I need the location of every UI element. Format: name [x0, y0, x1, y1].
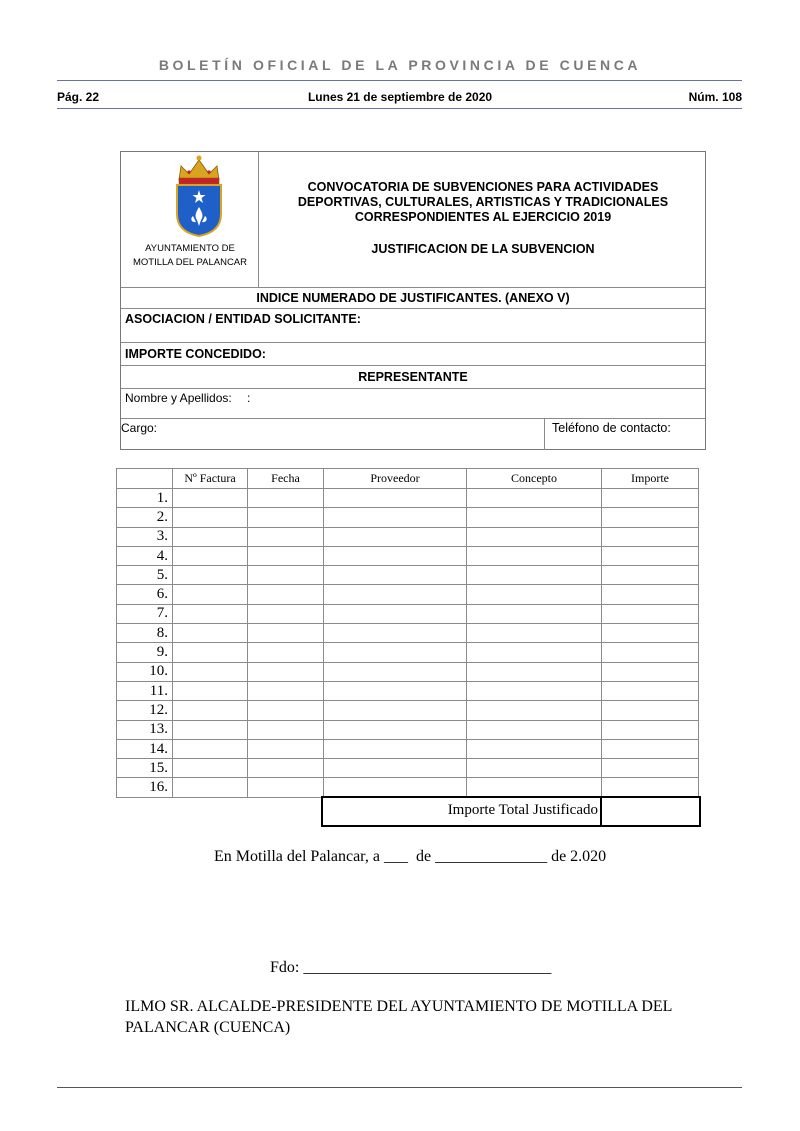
- supplier-cell[interactable]: [324, 489, 467, 508]
- amount-cell[interactable]: [602, 489, 699, 508]
- crest-caption: [121, 242, 259, 270]
- date-cell[interactable]: [248, 527, 324, 546]
- phone-label: Teléfono de contacto:: [552, 421, 671, 435]
- addressee: [125, 996, 672, 1038]
- concept-cell[interactable]: [467, 566, 602, 585]
- table-row: [117, 566, 699, 585]
- table-row: [117, 643, 699, 662]
- table-row: [117, 662, 699, 681]
- entity-label: ASOCIACION / ENTIDAD SOLICITANTE:: [125, 312, 361, 326]
- crest-caption-line1: AYUNTAMIENTO DE: [145, 243, 235, 254]
- addressee-line2: PALANCAR (CUENCA): [125, 1019, 291, 1036]
- invoice-number-cell[interactable]: [173, 489, 248, 508]
- supplier-cell[interactable]: [324, 566, 467, 585]
- amount-cell[interactable]: [602, 643, 699, 662]
- supplier-cell[interactable]: [324, 643, 467, 662]
- concept-cell[interactable]: [467, 701, 602, 720]
- row-divider: [121, 287, 705, 288]
- table-row: [117, 759, 699, 778]
- supplier-cell[interactable]: [324, 624, 467, 643]
- table-header-cell: Fecha: [248, 469, 324, 489]
- date-cell[interactable]: [248, 681, 324, 700]
- total-box: [321, 796, 701, 827]
- concept-cell[interactable]: [467, 585, 602, 604]
- date-cell[interactable]: [248, 546, 324, 565]
- invoice-number-cell[interactable]: [173, 720, 248, 739]
- amount-cell[interactable]: [602, 701, 699, 720]
- amount-cell[interactable]: [602, 604, 699, 623]
- name-label: Nombre y Apellidos:: [125, 391, 232, 405]
- total-divider: [600, 798, 602, 825]
- row-number: 14.: [117, 739, 173, 758]
- row-divider: [121, 388, 705, 389]
- invoice-number-cell[interactable]: [173, 739, 248, 758]
- row-number: 11.: [117, 681, 173, 700]
- concept-cell[interactable]: [467, 643, 602, 662]
- date-cell[interactable]: [248, 489, 324, 508]
- amount-cell[interactable]: [602, 546, 699, 565]
- concept-cell[interactable]: [467, 778, 602, 797]
- row-number: 6.: [117, 585, 173, 604]
- table-row: [117, 720, 699, 739]
- invoice-number-cell[interactable]: [173, 681, 248, 700]
- table-header-row: [117, 469, 699, 489]
- row-divider: [121, 418, 705, 419]
- concept-cell[interactable]: [467, 720, 602, 739]
- row-number: 7.: [117, 604, 173, 623]
- amount-label: IMPORTE CONCEDIDO:: [125, 347, 266, 361]
- amount-cell[interactable]: [602, 527, 699, 546]
- invoice-number-cell[interactable]: [173, 701, 248, 720]
- representative-label: REPRESENTANTE: [358, 370, 468, 384]
- signature-line: Fdo: _______________________________: [270, 959, 552, 976]
- concept-cell[interactable]: [467, 624, 602, 643]
- amount-cell[interactable]: [602, 720, 699, 739]
- amount-cell[interactable]: [602, 662, 699, 681]
- concept-cell[interactable]: [467, 759, 602, 778]
- invoice-number-cell[interactable]: [173, 585, 248, 604]
- amount-cell[interactable]: [602, 739, 699, 758]
- invoice-number-cell[interactable]: [173, 508, 248, 527]
- date-cell[interactable]: [248, 662, 324, 681]
- subsidy-form: [120, 151, 706, 450]
- supplier-cell[interactable]: [324, 662, 467, 681]
- table-row: [117, 624, 699, 643]
- municipal-crest-icon: [169, 152, 229, 237]
- supplier-cell[interactable]: [324, 508, 467, 527]
- table-row: [117, 489, 699, 508]
- issue-number: Núm. 108: [688, 90, 742, 104]
- table-row: [117, 508, 699, 527]
- table-header-cell: Importe: [602, 469, 699, 489]
- concept-cell[interactable]: [467, 489, 602, 508]
- row-number: 8.: [117, 624, 173, 643]
- concept-cell[interactable]: [467, 604, 602, 623]
- supplier-cell[interactable]: [324, 701, 467, 720]
- form-title-line2: DEPORTIVAS, CULTURALES, ARTISTICAS Y TRADICIONALES: [297, 195, 669, 209]
- amount-cell[interactable]: [602, 508, 699, 527]
- form-title-line3: CORRESPONDIENTES AL EJERCICIO 2019: [354, 210, 612, 224]
- invoice-table: [116, 468, 699, 798]
- row-number: 12.: [117, 701, 173, 720]
- amount-cell[interactable]: [602, 681, 699, 700]
- table-row: [117, 527, 699, 546]
- total-label: Importe Total Justificado: [447, 802, 598, 818]
- table-row: [117, 681, 699, 700]
- position-label: Cargo:: [121, 421, 158, 435]
- date-cell[interactable]: [248, 566, 324, 585]
- supplier-cell[interactable]: [324, 739, 467, 758]
- date-cell[interactable]: [248, 778, 324, 797]
- phone-cell-divider: [544, 418, 545, 450]
- amount-cell[interactable]: [602, 778, 699, 797]
- form-title: [271, 180, 695, 225]
- table-header-cell: Proveedor: [324, 469, 467, 489]
- supplier-cell[interactable]: [324, 720, 467, 739]
- row-number: 16.: [117, 778, 173, 797]
- supplier-cell[interactable]: [324, 759, 467, 778]
- issue-date: Lunes 21 de septiembre de 2020: [307, 90, 493, 104]
- crest-caption-line2: MOTILLA DEL PALANCAR: [132, 257, 248, 268]
- row-number: 2.: [117, 508, 173, 527]
- concept-cell[interactable]: [467, 681, 602, 700]
- concept-cell[interactable]: [467, 508, 602, 527]
- invoice-number-cell[interactable]: [173, 527, 248, 546]
- form-subtitle: JUSTIFICACION DE LA SUBVENCION: [371, 242, 595, 256]
- table-row: [117, 739, 699, 758]
- row-divider: [121, 365, 705, 366]
- table-row: [117, 778, 699, 797]
- table-header-cell: Nº Factura: [173, 469, 248, 489]
- row-number: 4.: [117, 546, 173, 565]
- invoice-number-cell[interactable]: [173, 759, 248, 778]
- concept-cell[interactable]: [467, 546, 602, 565]
- date-cell[interactable]: [248, 585, 324, 604]
- addressee-line1: ILMO SR. ALCALDE-PRESIDENTE DEL AYUNTAMIENTO DE MOTILLA DEL: [125, 998, 673, 1015]
- table-row: [117, 585, 699, 604]
- date-cell[interactable]: [248, 701, 324, 720]
- place-date-line: En Motilla del Palancar, a ___ de ______________ de 2.020: [214, 848, 607, 865]
- row-number: 1.: [117, 489, 173, 508]
- row-number: 15.: [117, 759, 173, 778]
- supplier-cell[interactable]: [324, 546, 467, 565]
- date-cell[interactable]: [248, 508, 324, 527]
- index-title: INDICE NUMERADO DE JUSTIFICANTES. (ANEXO V): [256, 291, 570, 305]
- supplier-cell[interactable]: [324, 527, 467, 546]
- concept-cell[interactable]: [467, 662, 602, 681]
- amount-cell[interactable]: [602, 566, 699, 585]
- row-number: 9.: [117, 643, 173, 662]
- header-bottom-rule: [57, 108, 742, 109]
- date-cell[interactable]: [248, 643, 324, 662]
- row-number: 10.: [117, 662, 173, 681]
- name-colon: :: [247, 391, 251, 405]
- row-divider: [121, 308, 705, 309]
- table-row: [117, 701, 699, 720]
- row-divider: [121, 342, 705, 343]
- invoice-number-cell[interactable]: [173, 546, 248, 565]
- form-title-line1: CONVOCATORIA DE SUBVENCIONES PARA ACTIVIDADES: [307, 180, 659, 194]
- invoice-number-cell[interactable]: [173, 566, 248, 585]
- date-cell[interactable]: [248, 624, 324, 643]
- date-cell[interactable]: [248, 604, 324, 623]
- supplier-cell[interactable]: [324, 681, 467, 700]
- footer-rule: [57, 1087, 742, 1088]
- date-cell[interactable]: [248, 720, 324, 739]
- supplier-cell[interactable]: [324, 585, 467, 604]
- table-header-cell: Concepto: [467, 469, 602, 489]
- invoice-number-cell[interactable]: [173, 662, 248, 681]
- table-row: [117, 604, 699, 623]
- concept-cell[interactable]: [467, 739, 602, 758]
- amount-cell[interactable]: [602, 585, 699, 604]
- bulletin-title: BOLETÍN OFICIAL DE LA PROVINCIA DE CUENCA: [158, 57, 642, 73]
- amount-cell[interactable]: [602, 759, 699, 778]
- supplier-cell[interactable]: [324, 778, 467, 797]
- row-number: 3.: [117, 527, 173, 546]
- total-amount-field[interactable]: [603, 798, 697, 825]
- row-number: 13.: [117, 720, 173, 739]
- invoice-number-cell[interactable]: [173, 778, 248, 797]
- invoice-number-cell[interactable]: [173, 643, 248, 662]
- table-row: [117, 546, 699, 565]
- concept-cell[interactable]: [467, 527, 602, 546]
- header-top-rule: [57, 80, 742, 81]
- table-header-cell: [117, 469, 173, 489]
- amount-cell[interactable]: [602, 624, 699, 643]
- date-cell[interactable]: [248, 759, 324, 778]
- supplier-cell[interactable]: [324, 604, 467, 623]
- invoice-number-cell[interactable]: [173, 604, 248, 623]
- row-number: 5.: [117, 566, 173, 585]
- page-number: Pág. 22: [57, 90, 100, 104]
- date-cell[interactable]: [248, 739, 324, 758]
- invoice-number-cell[interactable]: [173, 624, 248, 643]
